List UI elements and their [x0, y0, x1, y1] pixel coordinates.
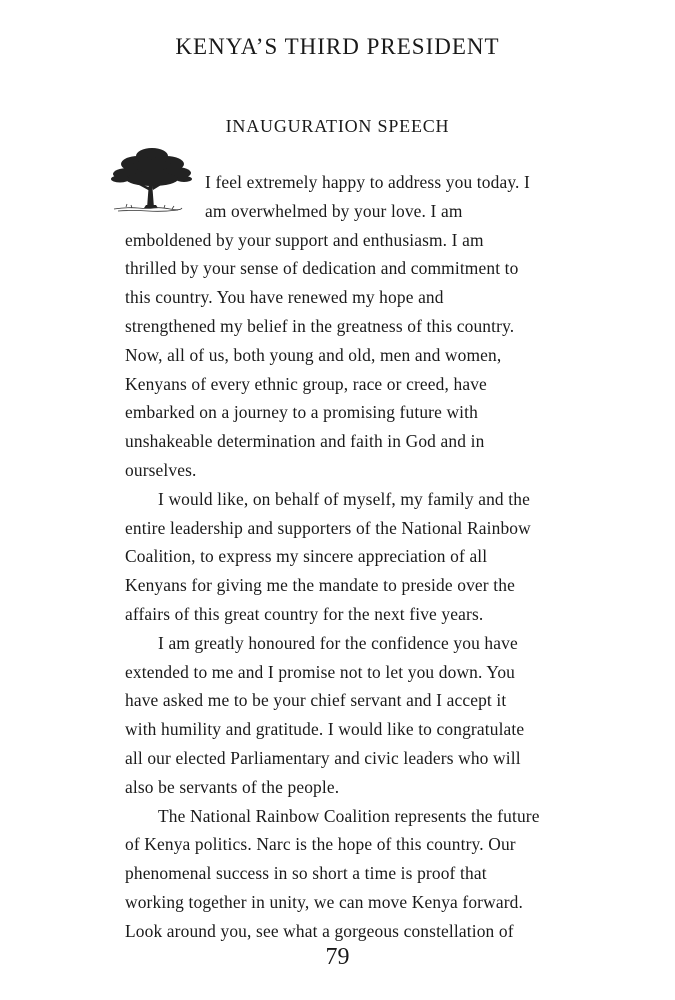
running-head: KENYA’S THIRD PRESIDENT: [175, 34, 500, 59]
text-line: am overwhelmed by your love. I am: [205, 200, 463, 221]
text-line: all our elected Parliamentary and civic leaders who will: [125, 747, 521, 768]
text-line: of Kenya politics. Narc is the hope of this country. Our: [125, 834, 516, 855]
text-line: have asked me to be your chief servant and I accept it: [125, 690, 507, 711]
text-line: I would like, on behalf of myself, my family and the: [158, 488, 530, 509]
text-line: extended to me and I promise not to let you down. You: [125, 661, 516, 682]
text-line: also be servants of the people.: [125, 776, 340, 797]
text-line: Now, all of us, both young and old, men and women,: [125, 344, 502, 365]
text-line: entire leadership and supporters of the National Rainbow: [125, 517, 531, 538]
page-number: 79: [325, 944, 350, 970]
text-line: I am greatly honoured for the confidence you have: [158, 632, 518, 653]
text-line: affairs of this great country for the next five years.: [125, 603, 484, 624]
text-line: unshakeable determination and faith in God and in: [125, 431, 485, 452]
text-line: this country. You have renewed my hope and: [125, 287, 444, 308]
text-line: Kenyans of every ethnic group, race or creed, have: [125, 373, 487, 394]
body-text: [125, 168, 600, 946]
text-line: working together in unity, we can move Kenya forward.: [125, 891, 523, 912]
text-line: Look around you, see what a gorgeous constellation of: [125, 920, 514, 941]
text-line: ourselves.: [125, 459, 197, 480]
text-line: The National Rainbow Coalition represents the future: [158, 805, 540, 826]
text-line: embarked on a journey to a promising future with: [125, 402, 478, 423]
text-line: phenomenal success in so short a time is proof that: [125, 863, 487, 884]
text-line: Coalition, to express my sincere appreciation of all: [125, 546, 488, 567]
text-line: thrilled by your sense of dedication and commitment to: [125, 258, 519, 279]
text-line: with humility and gratitude. I would like to congratulate: [125, 719, 525, 740]
section-title: INAUGURATION SPEECH: [225, 116, 450, 136]
text-line: emboldened by your support and enthusiasm. I am: [125, 229, 484, 250]
text-line: strengthened my belief in the greatness of this country.: [125, 315, 515, 336]
text-line: I feel extremely happy to address you today. I: [205, 172, 530, 192]
text-line: Kenyans for giving me the mandate to preside over the: [125, 575, 515, 596]
